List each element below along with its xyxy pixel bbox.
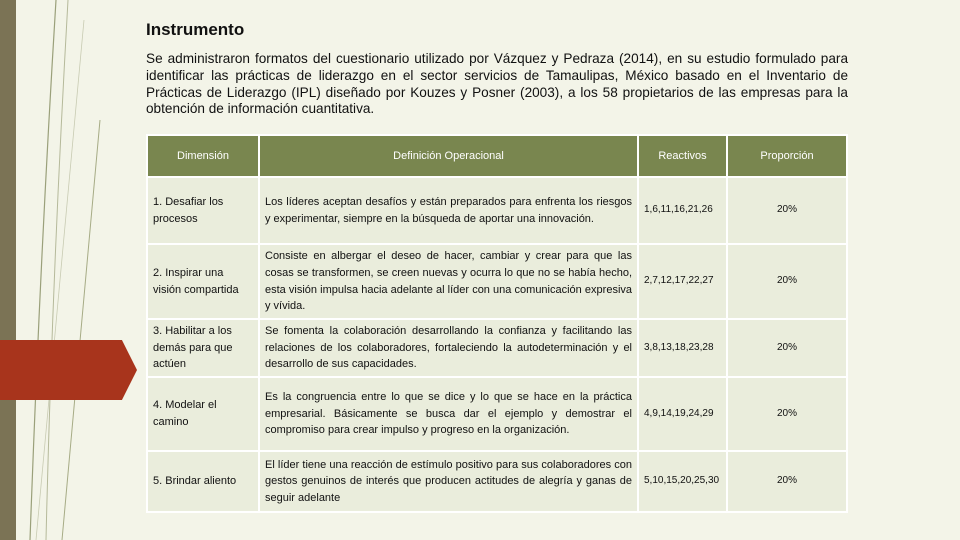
cell-dimension: 4. Modelar el camino — [147, 377, 259, 451]
cell-items: 2,7,12,17,22,27 — [638, 244, 727, 319]
table-row — [147, 244, 847, 319]
cell-items: 5,10,15,20,25,30 — [638, 451, 727, 512]
table-header-row — [147, 135, 847, 177]
instrument-table — [146, 134, 848, 513]
cell-definition: Consiste en albergar el deseo de hacer, cambiar y crear para que las cosas se transformen, se creen nuevas y ocurra lo que no se había hecho, esta visión impulsa hacia adelante al líder con una comunicación expresiva y vívida. — [259, 244, 638, 319]
cell-proportion: 20% — [727, 451, 847, 512]
cell-dimension: 1. Desafiar los procesos — [147, 177, 259, 244]
cell-proportion: 20% — [727, 377, 847, 451]
cell-proportion: 20% — [727, 319, 847, 377]
header-items: Reactivos — [638, 135, 727, 177]
header-definition: Definición Operacional — [259, 135, 638, 177]
header-dimension: Dimensión — [147, 135, 259, 177]
cell-items: 1,6,11,16,21,26 — [638, 177, 727, 244]
cell-dimension: 5. Brindar aliento — [147, 451, 259, 512]
cell-dimension: 3. Habilitar a los demás para que actúen — [147, 319, 259, 377]
intro-paragraph: Se administraron formatos del cuestionario utilizado por Vázquez y Pedraza (2014), en su estudio formulado para identificar las prácticas de liderazgo en el sector servicios de Tamaulipas, México basado en el Inventario de Prácticas de Liderazgo (IPL) diseñado por Kouzes y Posner (2003), a los 58 propietarios de las empresas para la obtención de información cuantitativa. — [146, 51, 848, 117]
table-row — [147, 451, 847, 512]
cell-definition: Es la congruencia entre lo que se dice y lo que se hace en la práctica empresarial. Básicamente se busca dar el ejemplo y demostrar el compromiso para crear impulso y progreso en la organización. — [259, 377, 638, 451]
red-arrow-shape — [0, 340, 137, 400]
slide-title: Instrumento — [146, 20, 245, 39]
cell-dimension: 2. Inspirar una visión compartida — [147, 244, 259, 319]
cell-definition: Se fomenta la colaboración desarrollando la confianza y facilitando las relaciones de los colaboradores, fortaleciendo la autodeterminación y el desarrollo de sus capacidades. — [259, 319, 638, 377]
cell-proportion: 20% — [727, 177, 847, 244]
table-row — [147, 377, 847, 451]
header-proportion: Proporción — [727, 135, 847, 177]
left-accent-bar — [0, 0, 16, 540]
cell-definition: Los líderes aceptan desafíos y están preparados para enfrenta los riesgos y experimentar, siempre en la búsqueda de aportar una innovación. — [259, 177, 638, 244]
table-row — [147, 177, 847, 244]
cell-items: 4,9,14,19,24,29 — [638, 377, 727, 451]
table-row — [147, 319, 847, 377]
cell-proportion: 20% — [727, 244, 847, 319]
cell-items: 3,8,13,18,23,28 — [638, 319, 727, 377]
cell-definition: El líder tiene una reacción de estímulo positivo para sus colaboradores con gestos genuinos de interés que producen actitudes de alegría y ganas de seguir adelante — [259, 451, 638, 512]
